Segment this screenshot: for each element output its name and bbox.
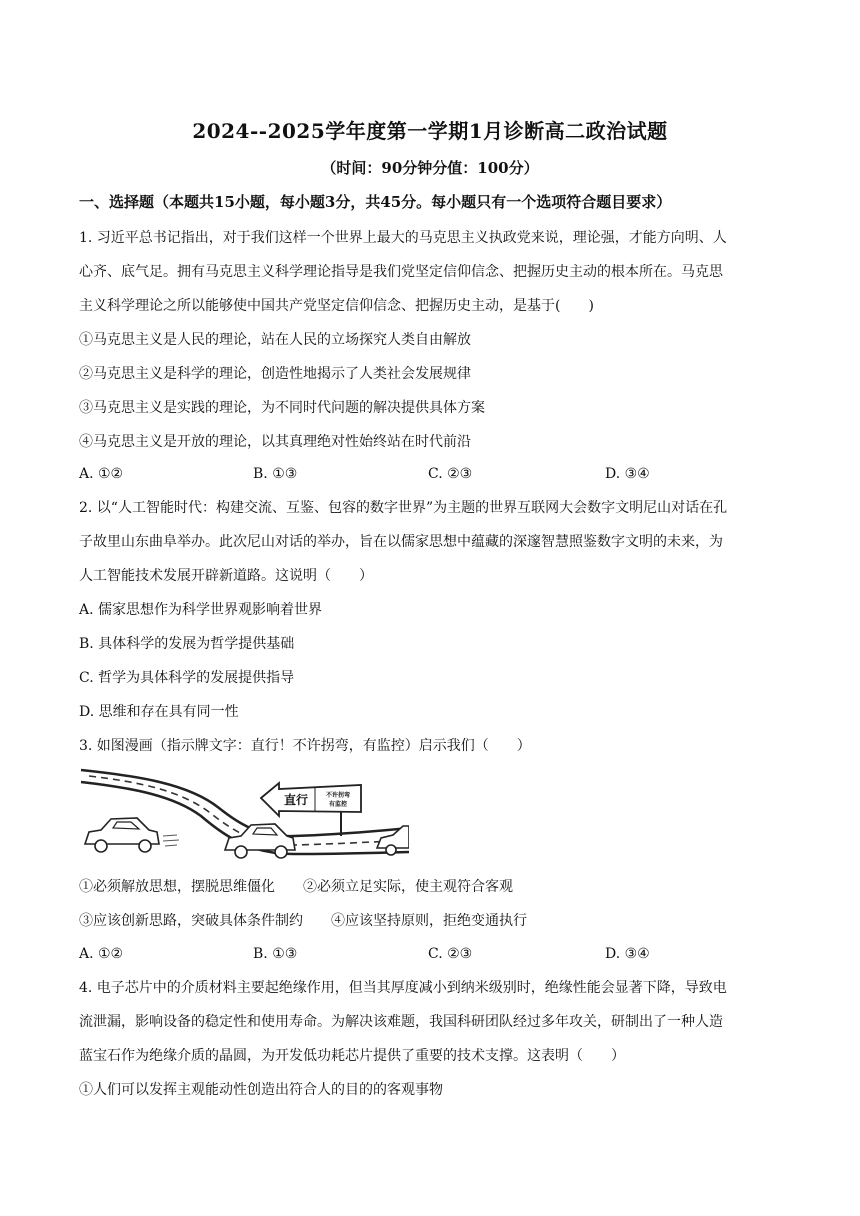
q1-stem-line: 主义科学理论之所以能够使中国共产党坚定信仰信念、把握历史主动，是基于( )	[79, 298, 594, 314]
q1-item: ①马克思主义是人民的理论，站在人民的立场探究人类自由解放	[79, 332, 471, 348]
car-middle	[225, 824, 295, 858]
sign-small-text-1: 不许拐弯	[325, 792, 351, 799]
q3-option-b: B. ①③	[253, 946, 298, 962]
q2-option-a: A. 儒家思想作为科学世界观影响着世界	[79, 602, 323, 618]
q3-option-d: D. ③④	[605, 946, 650, 962]
car-left	[85, 818, 179, 852]
q1-item: ③马克思主义是实践的理论，为不同时代问题的解决提供具体方案	[79, 400, 485, 416]
q4-item: ①人们可以发挥主观能动性创造出符合人的目的的客观事物	[79, 1082, 443, 1098]
q2-stem-line: 2. 以“人工智能时代：构建交流、互鉴、包容的数字世界”为主题的世界互联网大会数字文明尼山对话在孔	[79, 500, 728, 516]
q1-item: ②马克思主义是科学的理论，创造性地揭示了人类社会发展规律	[79, 366, 471, 382]
q1-stem-line: 心齐、底气足。拥有马克思主义科学理论指导是我们党坚定信仰信念、把握历史主动的根本所在。马克思	[79, 264, 723, 280]
q3-items-line: ①必须解放思想，摆脱思维僵化 ②必须立足实际，使主观符合客观	[79, 879, 513, 895]
sign-arrow	[261, 783, 361, 816]
q1-option-a: A. ①②	[79, 466, 124, 482]
q2-option-b: B. 具体科学的发展为哲学提供基础	[79, 636, 295, 652]
exam-title: 2024--2025学年度第一学期1月诊断高二政治试题	[192, 119, 668, 143]
sign-small-text-2: 有监控	[328, 801, 348, 808]
sign-main-text: 直行	[283, 793, 309, 807]
q1-option-b: B. ①③	[253, 466, 298, 482]
q4-stem-line: 流泄漏，影响设备的稳定性和使用寿命。为解决该难题，我国科研团队经过多年攻关，研制出了一种人造	[79, 1014, 723, 1030]
q3-option-a: A. ①②	[79, 946, 124, 962]
q2-stem-line: 子故里山东曲阜举办。此次尼山对话的举办，旨在以儒家思想中蕴藏的深邃智慧照鉴数字文明的未来，为	[79, 534, 723, 550]
q1-item: ④马克思主义是开放的理论，以其真理绝对性始终站在时代前沿	[79, 434, 471, 450]
exam-subtitle: （时间：90分钟分值：100分）	[321, 159, 539, 177]
q3-items-line: ③应该创新思路，突破具体条件制约 ④应该坚持原则，拒绝变通执行	[79, 913, 527, 929]
q3-option-c: C. ②③	[428, 946, 473, 962]
q4-stem-line: 蓝宝石作为绝缘介质的晶圆，为开发低功耗芯片提供了重要的技术支撑。这表明（ ）	[79, 1048, 625, 1064]
q1-stem-line: 1. 习近平总书记指出，对于我们这样一个世界上最大的马克思主义执政党来说，理论强，才能方向明、人	[79, 230, 727, 246]
q1-option-d: D. ③④	[605, 466, 650, 482]
q2-stem-line: 人工智能技术发展开辟新道路。这说明（ ）	[79, 568, 373, 584]
q2-option-d: D. 思维和存在具有同一性	[79, 704, 239, 720]
q2-option-c: C. 哲学为具体科学的发展提供指导	[79, 670, 295, 686]
q1-option-c: C. ②③	[428, 466, 473, 482]
q3-stem: 3. 如图漫画（指示牌文字：直行！不许拐弯，有监控）启示我们（ ）	[79, 738, 531, 754]
q3-comic-illustration	[79, 762, 409, 862]
q4-stem-line: 4. 电子芯片中的介质材料主要起绝缘作用，但当其厚度减小到纳米级别时，绝缘性能会显著下降，导致电	[79, 980, 727, 996]
section-heading: 一、选择题（本题共15小题，每小题3分，共45分。每小题只有一个选项符合题目要求）	[79, 193, 672, 211]
